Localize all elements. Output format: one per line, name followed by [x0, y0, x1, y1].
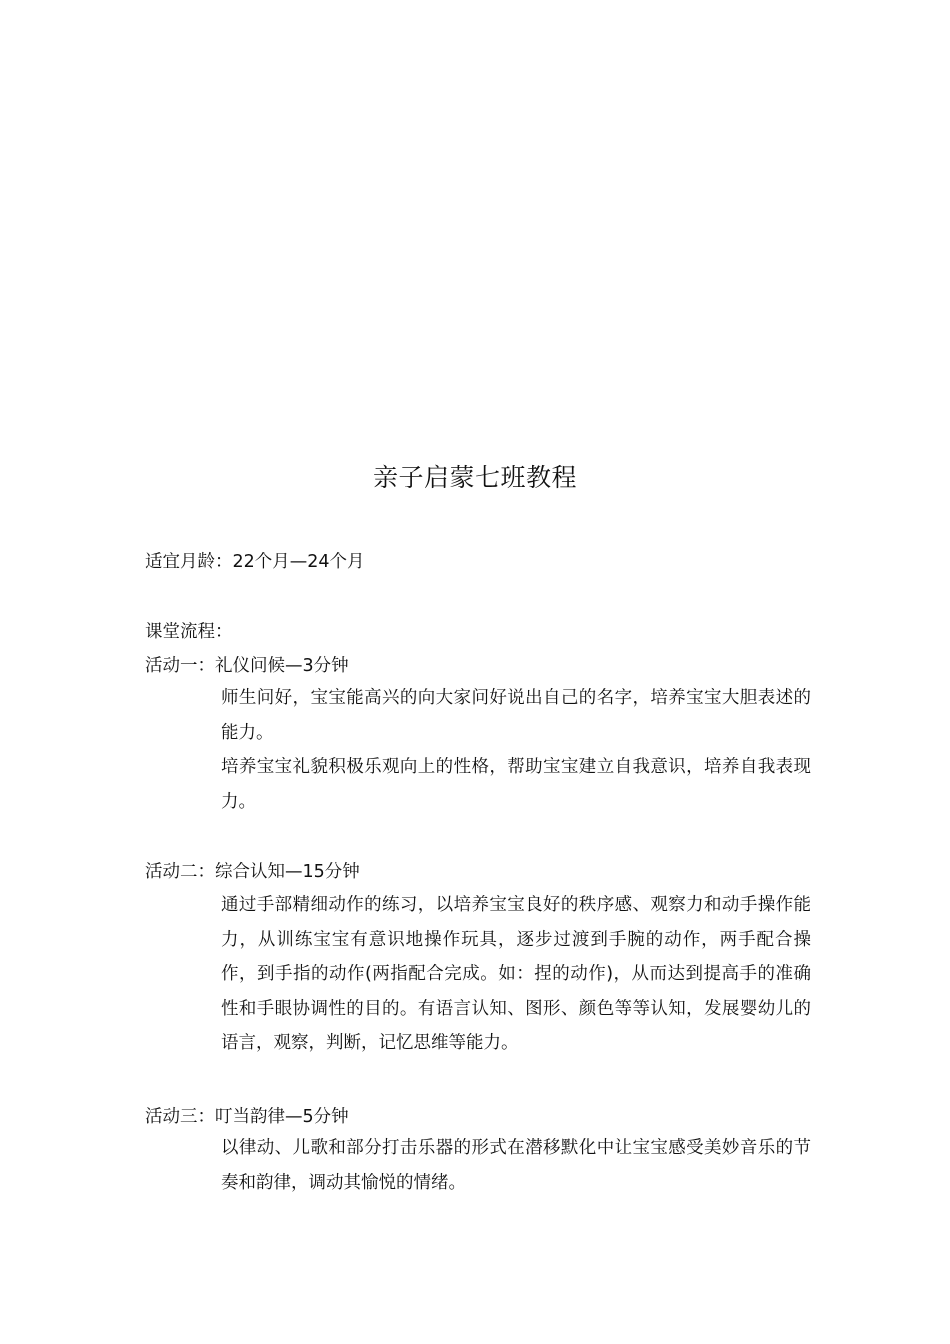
age-value: 22个月—24个月	[232, 552, 365, 572]
activity-3-paragraph-1: 以律动、儿歌和部分打击乐器的形式在潜移默化中让宝宝感受美妙音乐的节奏和韵律，调动其愉悦的情绪。	[221, 1138, 811, 1193]
activity-1-paragraph-2: 培养宝宝礼貌积极乐观向上的性格，帮助宝宝建立自我意识，培养自我表现力。	[221, 757, 811, 812]
age-label: 适宜月龄：	[145, 552, 233, 572]
age-range-line	[145, 548, 365, 573]
activity-2-heading: 活动二：综合认知—15分钟	[145, 862, 360, 882]
activity-2-paragraph-1: 通过手部精细动作的练习，以培养宝宝良好的秩序感、观察力和动手操作能力，从训练宝宝有意识地操作玩具，逐步过渡到手腕的动作，两手配合操作，到手指的动作(两指配合完成。如：捏的动作)，从而达到提高手的准确性和手眼协调性的目的。有语言认知、图形、颜色等等认知，发展婴幼儿的语言，观察，判断，记忆思维等能力。	[221, 895, 811, 1053]
flow-label: 课堂流程：	[145, 622, 233, 642]
activity-1-heading: 活动一：礼仪问候—3分钟	[145, 656, 349, 676]
document-title: 亲子启蒙七班教程	[372, 463, 577, 492]
activity-3-heading: 活动三：叮当韵律—5分钟	[145, 1107, 349, 1127]
activity-1-paragraph-1: 师生问好，宝宝能高兴的向大家问好说出自己的名字，培养宝宝大胆表述的能力。	[221, 688, 811, 743]
